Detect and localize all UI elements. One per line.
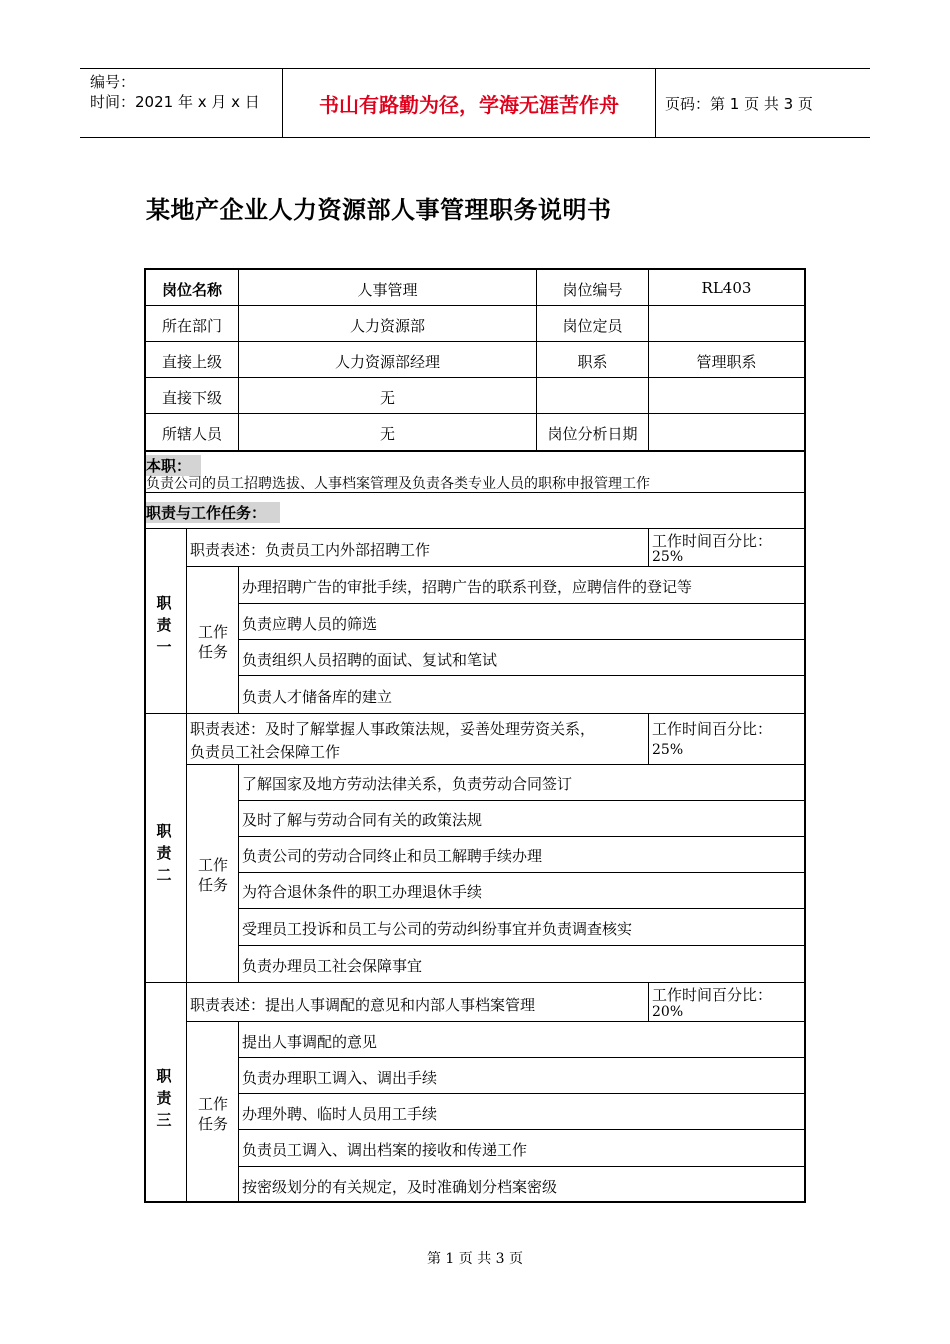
duties-section-label: 职责与工作任务： — [146, 502, 280, 523]
duty-2-percent: 25% — [652, 742, 684, 758]
document-title: 某地产企业人力资源部人事管理职务说明书 — [146, 195, 612, 224]
quota-label: 岗位定员 — [562, 317, 623, 335]
duty-2-task: 负责公司的劳动合同终止和员工解聘手续办理 — [242, 847, 543, 865]
subordinate-label: 直接下级 — [161, 389, 222, 407]
duty-1-label: 职 责 一 — [156, 594, 172, 656]
duty-2-statement-line2: 负责员工社会保障工作 — [190, 743, 341, 761]
post-no-value: RL403 — [701, 279, 752, 297]
subordinate-value: 无 — [379, 389, 395, 407]
duty-2-task: 及时了解与劳动合同有关的政策法规 — [242, 811, 483, 829]
duty-2-percent-label: 工作时间百分比： — [652, 720, 773, 738]
dept-value: 人力资源部 — [349, 317, 425, 335]
duty-3-task: 负责办理职工调入、调出手续 — [242, 1069, 438, 1087]
post-no-label: 岗位编号 — [562, 281, 623, 299]
superior-label: 直接上级 — [161, 353, 222, 371]
analysis-date-label: 岗位分析日期 — [547, 425, 638, 443]
duty-3-task: 提出人事调配的意见 — [242, 1033, 378, 1051]
duty-3-task: 负责员工调入、调出档案的接收和传递工作 — [242, 1141, 528, 1159]
duty-1-task: 办理招聘广告的审批手续，招聘广告的联系刊登，应聘信件的登记等 — [242, 578, 693, 596]
number-label: 编号： — [90, 73, 136, 91]
duty-2-statement-line1: 职责表述：及时了解掌握人事政策法规，妥善处理劳资关系， — [190, 720, 596, 738]
duty-3-task: 办理外聘、临时人员用工手续 — [242, 1105, 438, 1123]
duty-1-task: 负责人才储备库的建立 — [242, 688, 393, 706]
header-page-info: 页码：第 1 页 共 3 页 — [665, 95, 813, 113]
time-label: 时间：2021 年 x 月 x 日 — [90, 93, 260, 111]
header-meta — [80, 69, 282, 137]
duty-1-task: 负责组织人员招聘的面试、复试和笔试 — [242, 651, 498, 669]
duty-1-percent-label: 工作时间百分比： — [652, 532, 773, 550]
duty-3-statement: 职责表述：提出人事调配的意见和内部人事档案管理 — [190, 996, 536, 1014]
page-header — [80, 68, 870, 138]
duty-3-task-label: 工作 任务 — [197, 1095, 228, 1133]
page-footer: 第 1 页 共 3 页 — [426, 1251, 524, 1267]
duty-2-task: 负责办理员工社会保障事宜 — [242, 957, 423, 975]
duty-2-label: 职 责 二 — [156, 822, 172, 884]
duty-summary-text: 负责公司的员工招聘选拔、人事档案管理及负责各类专业人员的职称申报管理工作 — [146, 476, 650, 492]
duty-3-label: 职 责 三 — [156, 1067, 172, 1129]
post-name-value: 人事管理 — [357, 281, 418, 299]
dept-label: 所在部门 — [161, 317, 222, 335]
duty-summary-label: 本职： — [146, 455, 201, 476]
staff-value: 无 — [379, 425, 395, 443]
duty-1-task-label: 工作 任务 — [197, 623, 228, 661]
superior-value: 人力资源部经理 — [334, 353, 440, 371]
duty-1-statement: 职责表述：负责员工内外部招聘工作 — [190, 541, 431, 559]
duty-2-task-label: 工作 任务 — [197, 856, 228, 894]
header-motto: 书山有路勤为径，学海无涯苦作舟 — [282, 69, 656, 137]
duty-1-percent: 25% — [652, 549, 684, 565]
staff-label: 所辖人员 — [161, 425, 222, 443]
duty-3-task: 按密级划分的有关规定，及时准确划分档案密级 — [242, 1178, 558, 1196]
series-label: 职系 — [577, 353, 608, 371]
duty-2-task: 受理员工投诉和员工与公司的劳动纠纷事宜并负责调查核实 — [242, 920, 633, 938]
duty-2-task: 了解国家及地方劳动法律关系，负责劳动合同签订 — [242, 775, 573, 793]
post-name-label: 岗位名称 — [161, 281, 222, 299]
duty-3-percent-label: 工作时间百分比： — [652, 986, 773, 1004]
duty-1-task: 负责应聘人员的筛选 — [242, 615, 378, 633]
series-value: 管理职系 — [696, 353, 757, 371]
duty-3-percent: 20% — [652, 1004, 684, 1020]
duty-2-task: 为符合退休条件的职工办理退休手续 — [242, 883, 483, 901]
